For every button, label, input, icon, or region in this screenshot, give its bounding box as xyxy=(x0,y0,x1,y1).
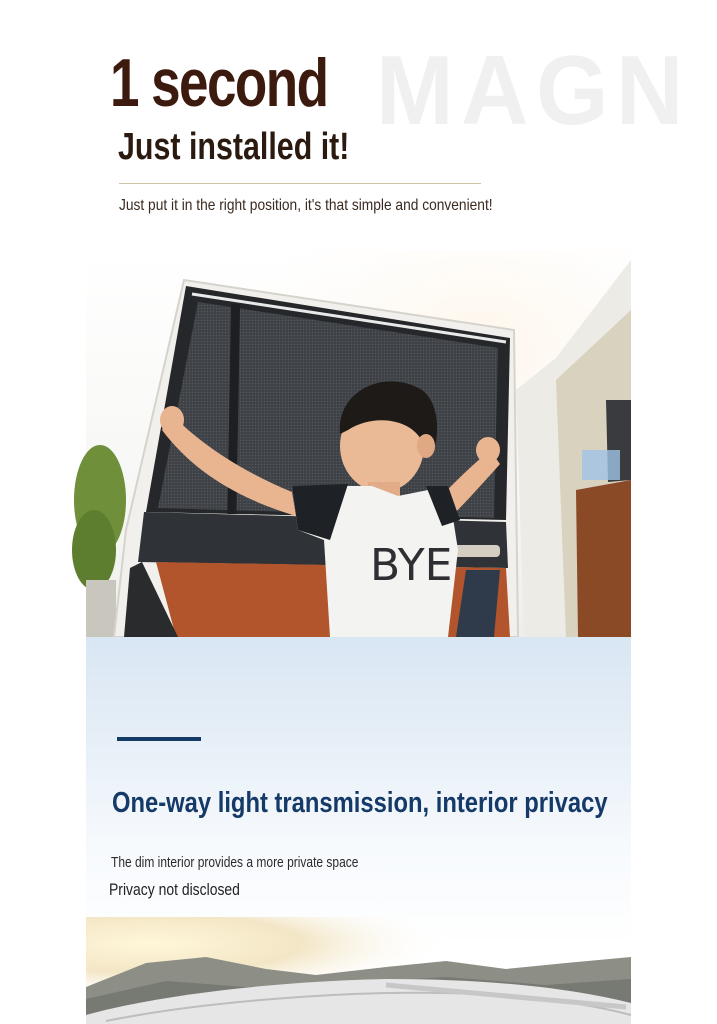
shirt-print: BYE xyxy=(370,540,453,591)
subhead-installed: Just installed it! xyxy=(118,126,350,168)
privacy-caption-dim-interior: The dim interior provides a more private space xyxy=(111,854,359,871)
car-door-illustration xyxy=(86,250,631,637)
divider-line xyxy=(119,183,481,184)
install-caption: Just put it in the right position, it's that simple and convenient! xyxy=(119,197,493,214)
brand-watermark: MAGN xyxy=(376,35,691,145)
install-section xyxy=(86,0,691,250)
privacy-section xyxy=(86,637,631,1024)
privacy-caption-not-disclosed: Privacy not disclosed xyxy=(109,880,240,899)
accent-bar xyxy=(117,737,201,741)
product-photo xyxy=(86,250,631,637)
car-roof-landscape xyxy=(86,917,631,1024)
headline-time: 1 second xyxy=(110,45,328,121)
privacy-title: One-way light transmission, interior privacy xyxy=(112,787,608,819)
